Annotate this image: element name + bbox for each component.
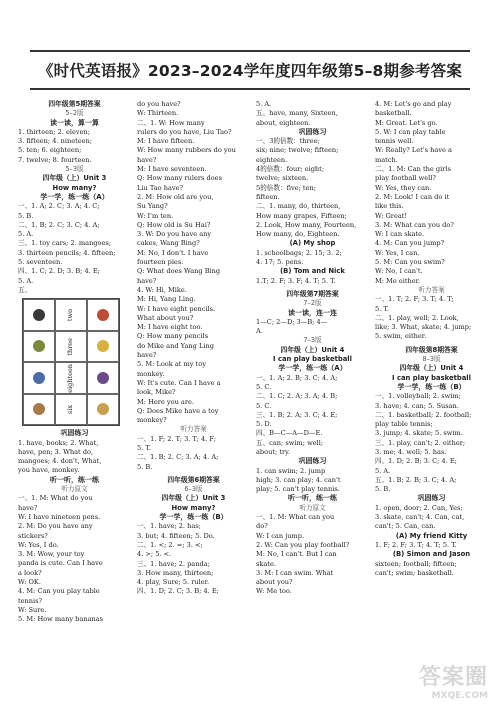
answer-line: Q: How many pencils xyxy=(137,332,209,341)
answer-line: M: I have seventeen. xyxy=(137,165,207,174)
answer-line: 3. skate, can't; 4. Can, cat, xyxy=(375,513,465,522)
answer-line: 1—C; 2—D; 3—B; 4— xyxy=(256,317,328,326)
answer-line: 5. A. xyxy=(375,466,391,475)
listening-script-label: 听力原文 xyxy=(61,485,88,494)
figure-cell xyxy=(23,299,55,331)
figure-word: two xyxy=(66,308,75,322)
answer-line: W: Sure. xyxy=(18,605,47,614)
answer-line: 5. ten; 6. eighteen; xyxy=(18,146,82,155)
column-3 xyxy=(256,100,369,700)
answer-line: fourteen pies. xyxy=(137,258,184,267)
column-1 xyxy=(18,100,131,700)
answer-block xyxy=(256,277,369,286)
figure-word: eighteen xyxy=(66,363,75,393)
answer-line: rulers do you have, Liu Tao? xyxy=(137,127,232,136)
answer-line: high; 3. can play; 4. can't xyxy=(256,475,341,484)
answer-line: play table tennis; xyxy=(375,420,433,429)
answer-line: 2. M: Look! I can do it xyxy=(375,192,450,201)
answer-line: 1.T; 2. F; 3. F; 4. T; 5. T. xyxy=(256,276,336,285)
unit-heading: 四年级（上）Unit 3 xyxy=(161,494,226,503)
answer-line: 2. Look, How many, Fourteen, xyxy=(256,220,357,229)
answer-block xyxy=(256,467,369,495)
answer-line: six; nine; twelve; fifteen; xyxy=(256,146,339,155)
answer-line: monkey. xyxy=(137,369,165,378)
watermark-logo xyxy=(419,660,488,701)
answer-line: monkey? xyxy=(137,416,167,425)
answer-line: M: Hi, Yang Ling. xyxy=(137,295,196,304)
page-ref: 7–3版 xyxy=(303,336,322,345)
answer-line: 三、1. have; 2. panda; xyxy=(137,559,210,568)
answer-line: 2. W: Can you play football? xyxy=(256,540,350,549)
issue-heading: 四年级第8期答案 xyxy=(405,345,458,354)
answer-line: W: OK. xyxy=(18,577,41,586)
answer-line: 三、1. play, can't; 2. either; xyxy=(375,438,466,447)
pencil-icon xyxy=(33,340,45,352)
answer-line: M: Great. Let's go. xyxy=(375,118,438,127)
book-icon xyxy=(33,372,45,384)
answer-line: W: I can skate. xyxy=(375,230,425,239)
answer-line: 一、1. volleyball; 2. swim; xyxy=(375,392,461,401)
answer-line: Q: How many rulers does xyxy=(137,174,222,183)
answer-line: 5. C. xyxy=(256,401,272,410)
answer-line: 二、1. play, well; 2. Look, xyxy=(375,313,459,322)
answer-line: 4. >; 5. <. xyxy=(137,550,172,559)
answer-line: 3. thirteen pencils; 4. fifteen; xyxy=(18,248,116,257)
answer-line: 二、1. many, do, thirteen, xyxy=(256,202,341,211)
answer-line: 二、1. <; 2. =; 3. <; xyxy=(137,540,203,549)
answer-line: 2. M: How old are you, xyxy=(137,192,214,201)
answer-line: 三、1. B; 2. A; 3. C; 4. E; xyxy=(256,410,338,419)
answer-line: 3. How many, thirteen; xyxy=(137,568,214,577)
figure-word: six xyxy=(66,404,75,415)
answer-line: 1. schoolbags; 2. 15; 3. 2; xyxy=(256,248,342,257)
answer-line: about; try. xyxy=(256,447,291,456)
page-ref: 7–2版 xyxy=(303,299,322,308)
answer-line: 3. but; 4. fifteen; 5. Do. xyxy=(137,531,215,540)
answer-block xyxy=(18,128,131,165)
answer-line: 五、1. B; 2. B; 3. C; 4. A; xyxy=(375,475,457,484)
answer-line: How many grapes, Fifteen; xyxy=(256,211,347,220)
answer-line: mangoes; 4. don't, What, xyxy=(18,457,102,466)
answer-block xyxy=(137,435,250,472)
answer-line: 1. can swim; 2. jump xyxy=(256,466,326,475)
answer-line: you have, monkey. xyxy=(18,466,80,475)
answer-line: 3. me; 4. well; 5. has. xyxy=(375,447,447,456)
answer-block xyxy=(375,541,488,550)
animal-icon xyxy=(33,309,45,321)
answer-line: about, eighteen. xyxy=(256,118,311,127)
answer-line: have? xyxy=(137,351,157,360)
answer-line: Q: What does Wang Bing xyxy=(137,267,221,276)
answer-line: 二、1. M: Can the girls xyxy=(375,165,451,174)
answer-line: 4的倍数：four; eight; xyxy=(256,165,325,174)
section-heading: 听一听，练一练 xyxy=(50,475,99,484)
answer-line: play; 5. can't play tennis. xyxy=(256,485,340,494)
answer-line: have? xyxy=(18,503,38,512)
answer-line: 5. A. xyxy=(18,276,34,285)
grape-icon xyxy=(97,372,109,384)
answer-block xyxy=(256,249,369,268)
answer-line: like; 3. What, skate; 4. jump; xyxy=(375,323,472,332)
answer-line: 3. fifteen; 4. nineteen; xyxy=(18,137,93,146)
answer-block xyxy=(137,522,250,596)
page-ref: 5–3版 xyxy=(65,165,84,174)
answer-line: basketball. xyxy=(375,109,412,118)
answer-line: 一、1. F; 2. T; 3. T; 4. F; xyxy=(137,434,216,443)
answer-line: M: Here you are. xyxy=(137,397,194,406)
answer-line: 5. T. xyxy=(137,443,151,452)
answer-line: have? xyxy=(137,155,157,164)
answer-line: eighteen. xyxy=(256,155,288,164)
answer-line: 4. M: Can you play table xyxy=(18,587,100,596)
listening-answer-label: 听力答案 xyxy=(418,285,445,294)
answer-line: M: I have fifteen. xyxy=(137,137,195,146)
answer-line: 5. B. xyxy=(375,485,391,494)
unit-subtitle: How many? xyxy=(52,183,97,192)
answer-line: 二、1. B; 2. C; 3. C; 4. A; xyxy=(18,220,100,229)
answer-line: Q: Does Mike have a toy xyxy=(137,406,219,415)
answer-line: 5. W: I can play table xyxy=(375,127,446,136)
answer-line: W: No, I can't. xyxy=(375,267,423,276)
answer-block xyxy=(256,100,369,128)
answer-block xyxy=(18,202,131,295)
answer-line: match. xyxy=(375,155,398,164)
answer-line: W: I have nineteen pens. xyxy=(18,512,101,521)
answer-line: do Mike and Yang Ling xyxy=(137,341,214,350)
answer-line: 4. M: Let's go and play xyxy=(375,100,452,108)
answer-block xyxy=(256,513,369,597)
answer-line: 5. M: Can you swim? xyxy=(375,258,445,267)
section-heading: 学一学，练一练（B） xyxy=(397,382,466,391)
answer-line: 3. M: What can you do? xyxy=(375,220,454,229)
answer-line: 二、1. W: How many xyxy=(137,118,205,127)
answer-line: 一、1. A; 2. C; 3. A; 4. C; xyxy=(18,202,100,211)
listening-answer-label: 听力答案 xyxy=(180,425,207,434)
answer-line: M: No, I don't. I have xyxy=(137,248,209,257)
answer-line: can't; 5. Can, can. xyxy=(375,522,436,531)
answer-line: stickers? xyxy=(18,531,48,540)
answer-line: 2. M: Do you have any xyxy=(18,522,93,531)
figure-cell xyxy=(87,394,119,426)
section-heading: 听一听，练一练 xyxy=(288,494,337,503)
answer-line: 一、1. A; 2. B; 3. C; 4. A; xyxy=(256,373,338,382)
figure-cell xyxy=(55,394,87,426)
answer-line: M: Me either. xyxy=(375,276,421,285)
watermark-url: MXQE.COM xyxy=(431,691,488,701)
answer-line: about you? xyxy=(256,578,293,587)
answer-line: 一、1. T; 2. F; 3. T; 4. T; xyxy=(375,295,454,304)
answer-line: W: I'm ten. xyxy=(137,211,174,220)
answer-line: 五、have, many, Sixteen, xyxy=(256,109,338,118)
watermark-text: 答案圈 xyxy=(418,665,488,690)
answer-line: 二、1. basketball; 2. football; xyxy=(375,410,472,419)
answer-line: tennis well. xyxy=(375,137,414,146)
answer-line: 3. M: Wow, your toy xyxy=(18,550,85,559)
figure-cell xyxy=(87,299,119,331)
answer-line: 5. B. xyxy=(137,462,153,471)
page-ref: 5–2版 xyxy=(65,109,84,118)
figure-cell xyxy=(55,299,87,331)
answer-line: 5. C. xyxy=(256,382,272,391)
answer-line: like this. xyxy=(375,202,404,211)
answer-block xyxy=(375,295,488,341)
answer-line: 5. seventeen. xyxy=(18,258,63,267)
answer-line: W: I have eight pencils. xyxy=(137,304,216,313)
section-heading: 读一读，算一算 xyxy=(50,118,99,127)
reading-title: (A) My friend Kitty xyxy=(395,531,468,540)
section-heading: 巩固练习 xyxy=(298,457,327,466)
answer-line: M: I have eight too. xyxy=(137,323,203,332)
reading-title: (A) My shop xyxy=(289,239,336,248)
answer-block xyxy=(256,374,369,458)
section-heading: 读一读，连一连 xyxy=(288,308,337,317)
column-4 xyxy=(375,100,488,700)
answer-line: 一、1. have; 2. has; xyxy=(137,522,201,531)
answer-block xyxy=(18,494,131,624)
answer-line: 4. 17; 5. pens. xyxy=(256,258,304,267)
page-ref: 8–3版 xyxy=(422,355,441,364)
answer-line: play football well? xyxy=(375,174,436,183)
answer-line: W: Me too. xyxy=(256,587,292,596)
answer-block xyxy=(375,100,488,286)
answer-line: W: I can jump. xyxy=(256,531,305,540)
figure-cell xyxy=(87,362,119,394)
unit-heading: 四年级（上）Unit 3 xyxy=(42,174,107,183)
answer-line: A. xyxy=(256,327,263,336)
answer-line: twelve; sixteen. xyxy=(256,174,309,183)
answer-line: Q: How old is Su Hai? xyxy=(137,220,211,229)
answer-line: 1. have, books; 2. What, xyxy=(18,438,99,447)
answer-line: Su Yang? xyxy=(137,202,168,211)
answer-line: do you have? xyxy=(137,100,181,108)
answer-line: panda is cute. Can I have xyxy=(18,559,103,568)
mango-icon xyxy=(97,340,109,352)
answer-line: 一、1. M: What do you xyxy=(18,494,93,503)
answer-line: do? xyxy=(256,522,268,531)
answer-line: 五、 xyxy=(18,285,32,294)
answer-line: 4. play, Sure; 5. ruler. xyxy=(137,578,210,587)
unit-subtitle: I can play basketball xyxy=(392,373,471,382)
answer-line: What about you? xyxy=(137,313,194,322)
answer-line: 5. swim, either. xyxy=(375,332,427,341)
figure-cell xyxy=(23,362,55,394)
answer-line: 四、1. C; 2. D; 3. B; 4. E; xyxy=(18,267,100,276)
issue-heading: 四年级第7期答案 xyxy=(286,289,339,298)
banana-icon xyxy=(97,403,109,415)
answer-line: 一、1. M: What can you xyxy=(256,513,335,522)
section-heading: 巩固练习 xyxy=(60,429,89,438)
section-heading: 学一学，练一练（A） xyxy=(278,364,347,373)
reading-title: (B) Tom and Nick xyxy=(280,267,345,276)
answer-block xyxy=(256,318,369,337)
answer-line: 3. W: Do you have any xyxy=(137,230,212,239)
figure-cell xyxy=(23,394,55,426)
answer-line: 二、1. C; 2. A; 3. A; 4. B; xyxy=(256,392,338,401)
answer-line: 四、B—C—A—D—E. xyxy=(256,429,323,438)
answer-line: W: It's cute. Can I have a xyxy=(137,378,221,387)
answer-line: 5. D. xyxy=(256,420,272,429)
answer-line: 1. open, door; 2. Can, Yes; xyxy=(375,503,463,512)
answer-line: can't; swim; basketball. xyxy=(375,568,454,577)
answer-line: 五、can; swim; well; xyxy=(256,438,324,447)
answer-block xyxy=(375,560,488,579)
answer-line: 4. M: Can you jump? xyxy=(375,239,445,248)
unit-heading: 四年级（上）Unit 4 xyxy=(280,345,345,354)
unit-subtitle: How many? xyxy=(171,503,216,512)
answer-line: sixteen; football; fifteen; xyxy=(375,559,457,568)
answer-line: 5. A. xyxy=(256,100,272,108)
answer-line: W: Really? Let's have a xyxy=(375,146,452,155)
answer-line: W: Yes, I do. xyxy=(18,540,59,549)
section-heading: 学一学，练一练（B） xyxy=(159,513,228,522)
answer-line: 5. M: Look at my toy xyxy=(137,360,206,369)
fruit-icon xyxy=(97,309,109,321)
answer-line: fifteen. xyxy=(256,192,280,201)
answer-block xyxy=(375,392,488,494)
section-heading: 巩固练习 xyxy=(298,127,327,136)
answer-line: 7. twelve; 8. fourteen. xyxy=(18,155,92,164)
answer-line: skate. xyxy=(256,559,276,568)
page-header xyxy=(30,50,470,90)
figure-word: three xyxy=(66,337,75,356)
answer-line: M: No, I can't. But I can xyxy=(256,550,337,559)
section-heading: 巩固练习 xyxy=(417,494,446,503)
reading-title: (B) Simon and Jason xyxy=(392,550,471,559)
page-ref: 6–3版 xyxy=(184,485,203,494)
answer-block xyxy=(256,137,369,239)
answer-line: 5. M: How many bananas xyxy=(18,615,104,624)
answer-line: 三、1. toy cars; 2. mangoes; xyxy=(18,239,112,248)
figure-cell xyxy=(87,331,119,363)
issue-heading: 四年级第5期答案 xyxy=(48,100,101,108)
answer-line: a look? xyxy=(18,568,42,577)
answer-line: 3. jump; 4. skate; 5. swim. xyxy=(375,429,463,438)
answer-line: 一、3的倍数：three; xyxy=(256,137,320,146)
answer-line: 1. F; 2. F; 3. T; 4. T; 5. T. xyxy=(375,540,457,549)
answer-line: 二、1. B; 2. C; 3. A; 4. A; xyxy=(137,453,219,462)
answer-columns xyxy=(18,100,488,700)
figure-cell xyxy=(23,331,55,363)
answer-line: 5. B. xyxy=(18,211,34,220)
answer-line: W: Thirteen. xyxy=(137,109,179,118)
matching-figure xyxy=(22,298,120,426)
issue-heading: 四年级第6期答案 xyxy=(167,475,220,484)
answer-line: 5. A. xyxy=(18,230,34,239)
answer-line: W: Yes, I can. xyxy=(375,248,420,257)
page-title: 《时代英语报》2023–2024学年度四年级第5–8期参考答案 xyxy=(37,62,463,80)
answer-line: 3. M: I can swim. What xyxy=(256,568,334,577)
figure-cell xyxy=(55,362,87,394)
answer-line: 4. W: Hi, Mike. xyxy=(137,285,187,294)
answer-line: W: Great! xyxy=(375,211,408,220)
answer-line: look, Mike? xyxy=(137,388,176,397)
unit-subtitle: I can play basketball xyxy=(273,355,352,364)
answer-line: 四、1. D; 2. C; 3. B; 4. E; xyxy=(137,587,219,596)
answer-line: 5的倍数：five; ten; xyxy=(256,183,316,192)
figure-cell xyxy=(55,331,87,363)
answer-line: have, pen; 3. What do, xyxy=(18,447,94,456)
column-2 xyxy=(137,100,250,700)
toy-icon xyxy=(33,403,45,415)
listening-script-label: 听力原文 xyxy=(299,503,326,512)
answer-line: tennis? xyxy=(18,596,43,605)
answer-block xyxy=(18,439,131,476)
section-heading: 学一学，练一练（A） xyxy=(40,192,109,201)
answer-block xyxy=(137,100,250,425)
answer-line: 3. have; 4. can; 5. Susan. xyxy=(375,401,459,410)
answer-block xyxy=(375,504,488,532)
answer-line: 5. T. xyxy=(375,304,389,313)
answer-line: cakes, Wang Bing? xyxy=(137,239,200,248)
answer-line: Liu Tao have? xyxy=(137,183,184,192)
answer-line: W: Yes, they can. xyxy=(375,183,432,192)
answer-line: How many, do, Eighteen. xyxy=(256,230,340,239)
answer-line: have? xyxy=(137,276,157,285)
unit-heading: 四年级（上）Unit 4 xyxy=(399,364,464,373)
answer-line: W: How many rubbers do you xyxy=(137,146,236,155)
answer-line: 1. thirteen; 2. eleven; xyxy=(18,127,90,136)
answer-line: 四、1. D; 2. B; 3. C; 4. E; xyxy=(375,457,457,466)
